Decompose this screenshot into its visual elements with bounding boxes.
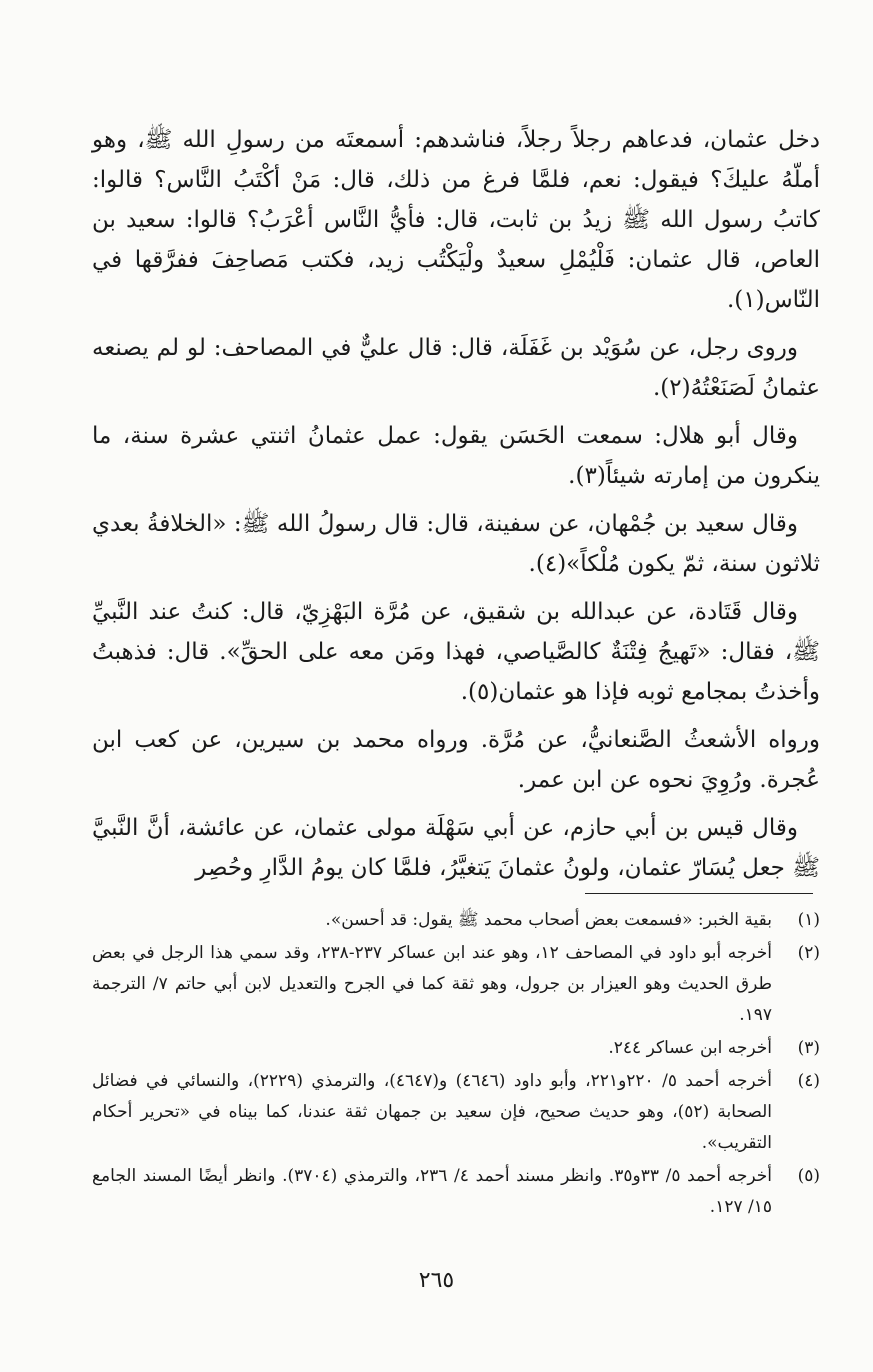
footnote-number: (٥) — [797, 1166, 820, 1186]
footnote-5 — [92, 1161, 820, 1223]
footnote-3 — [92, 1033, 820, 1064]
paragraph-3: وقال أبو هلال: سمعت الحَسَن يقول: عمل عثمانُ اثنتي عشرة سنة، ما ينكرون من إمارته شيئاً(٣). — [92, 423, 820, 489]
footnote-text: أخرجه أحمد ٥/ ٢٢٠و٢٢١، وأبو داود (٤٦٤٦) و(٤٦٤٧)، والترمذي (٢٢٢٩)، والنسائي في فضائل الصحابة (٥٢)، وهو حديث صحيح، فإن سعيد بن جمهان ثقة عندنا، كما بيناه في «تحرير أحكام التقريب». — [92, 1071, 772, 1153]
footnote-text: بقية الخبر: «فسمعت بعض أصحاب محمد ﷺ يقول: قد أحسن». — [325, 910, 772, 930]
footnote-number: (١) — [797, 910, 820, 930]
footnotes — [92, 905, 820, 1225]
footnote-text: أخرجه أبو داود في المصاحف ١٢، وهو عند ابن عساكر ٢٣٧-٢٣٨، وقد سمي هذا الرجل في بعض طرق الحديث وهو العيزار بن جرول، وهو ثقة كما في الجرح والتعديل لابن أبي حاتم ٧/ الترجمة ١٩٧. — [92, 943, 772, 1025]
footnote-number: (٤) — [797, 1071, 820, 1091]
footnote-text: أخرجه ابن عساكر ٢٤٤. — [608, 1038, 772, 1058]
paragraph-7: وقال قيس بن أبي حازم، عن أبي سَهْلَة مولى عثمان، عن عائشة، أنَّ النَّبيَّ ﷺ جعل يُسَارّ عثمان، ولونُ عثمانَ يَتغيَّرُ، فلمَّا كان يومُ الدَّارِ وحُصِر — [92, 815, 820, 881]
paragraph-2: وروى رجل، عن سُوَيْد بن غَفَلَة، قال: قال عليٌّ في المصاحف: لو لم يصنعه عثمانُ لَصَنَعْتُهُ(٢). — [92, 335, 820, 401]
footnote-text: أخرجه أحمد ٥/ ٣٣و٣٥. وانظر مسند أحمد ٤/ ٢٣٦، والترمذي (٣٧٠٤). وانظر أيضًا المسند الجامع ١٥/ ١٢٧. — [92, 1166, 772, 1217]
page-number: ٢٦٥ — [418, 1268, 455, 1293]
paragraph-4: وقال سعيد بن جُمْهان، عن سفينة، قال: قال رسولُ الله ﷺ: «الخلافةُ بعدي ثلاثون سنة، ثمّ يكون مُلْكاً»(٤). — [92, 511, 820, 577]
footnote-1 — [92, 905, 820, 936]
paragraph-5: وقال قَتَادة، عن عبدالله بن شقيق، عن مُرَّة البَهْزِيّ، قال: كنتُ عند النَّبيِّ ﷺ، فقال: «تَهيجُ فِتْنَةٌ كالصَّياصي، فهذا ومَن معه على الحقِّ». قال: فذهبتُ وأخذتُ بمجامع ثوبه فإذا هو عثمان(٥). — [92, 599, 820, 705]
main-text — [92, 120, 820, 896]
footnote-4 — [92, 1066, 820, 1159]
footnote-separator — [585, 893, 813, 894]
paragraph-6: ورواه الأشعثُ الصَّنعانيُّ، عن مُرَّة. ورواه محمد بن سيرين، عن كعب ابن عُجرة. ورُوِيَ نحوه عن ابن عمر. — [92, 727, 820, 793]
footnote-number: (٣) — [797, 1038, 820, 1058]
footnote-2 — [92, 938, 820, 1031]
footnote-number: (٢) — [797, 943, 820, 963]
paragraph-1: دخل عثمان، فدعاهم رجلاً رجلاً، فناشدهم: أسمعتَه من رسولِ الله ﷺ، وهو أملّهُ عليكَ؟ فيقول: نعم، فلمَّا فرغ من ذلك، قال: مَنْ أكْتَبُ النَّاس؟ قالوا: كاتبُ رسول الله ﷺ زيدُ بن ثابت، قال: فأيُّ النَّاس أعْرَبُ؟ قالوا: سعيد بن العاص، قال عثمان: فَلْيُمْلِ سعيدٌ ولْيَكْتُب زيد، فكتب مَصاحِفَ ففرَّقها في النّاس(١). — [92, 127, 820, 313]
